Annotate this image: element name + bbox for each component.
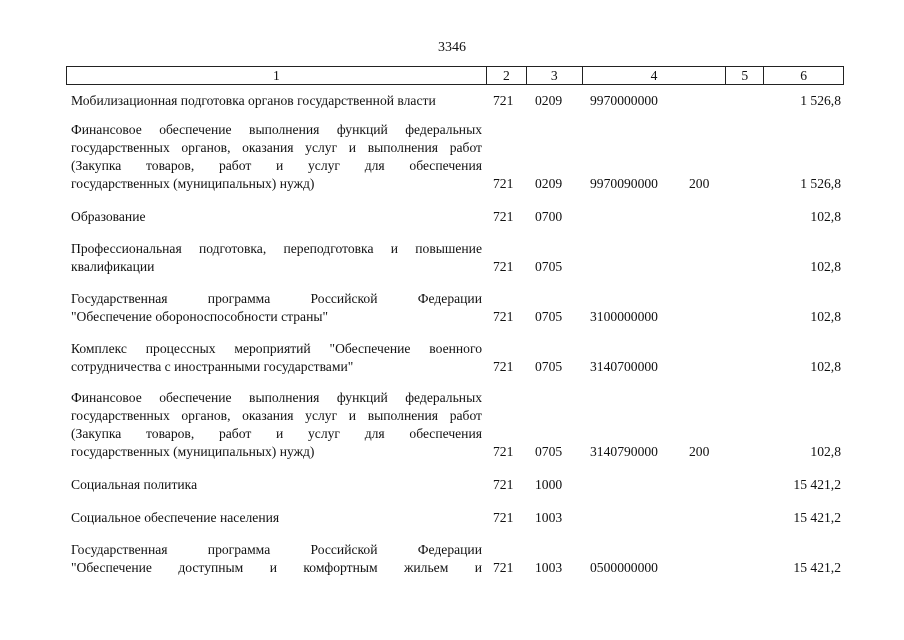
col-6-value: 102,8 (810, 359, 841, 374)
col-3-value: 1003 (535, 510, 563, 525)
header-col-6: 6 (800, 68, 807, 83)
row-name-line: Государственная программа Российской Федерации (71, 542, 482, 557)
header-col-2: 2 (487, 67, 527, 84)
col-6-value: 15 421,2 (793, 560, 841, 575)
col-5-value: 200 (689, 176, 710, 191)
col-3-value: 0705 (535, 359, 563, 374)
header-col-5: 5 (726, 67, 764, 84)
table-row (0, 121, 904, 193)
col-4-value: 0500000000 (590, 560, 658, 575)
row-name (71, 389, 482, 461)
row-name-line: сотрудничества с иностранными государствами" (71, 359, 354, 374)
row-name-line: "Обеспечение доступным и комфортным жильем и (71, 560, 482, 575)
row-name-line: "Обеспечение обороноспособности страны" (71, 309, 329, 324)
col-4-value: 3140790000 (590, 444, 658, 459)
col-6-value: 102,8 (810, 309, 841, 324)
col-3-value: 1000 (535, 477, 563, 492)
col-4-value: 3100000000 (590, 309, 658, 324)
col-2-value: 721 (493, 359, 514, 374)
table-row (0, 389, 904, 461)
table-row (0, 290, 904, 326)
col-3-value: 0209 (535, 93, 563, 108)
col-4-value: 9970090000 (590, 176, 658, 191)
col-6-value: 102,8 (810, 259, 841, 274)
table-row (0, 340, 904, 376)
row-name-line: Образование (71, 209, 146, 224)
row-name-line: государственных (муниципальных) нужд) (71, 444, 315, 459)
row-name (71, 121, 482, 193)
row-name-line: Социальное обеспечение населения (71, 510, 280, 525)
col-3-value: 1003 (535, 560, 563, 575)
row-name-line: Финансовое обеспечение выполнения функций федеральных (71, 390, 482, 405)
row-name-line: Финансовое обеспечение выполнения функций федеральных (71, 122, 482, 137)
col-6-value: 102,8 (810, 209, 841, 224)
col-3-value: 0705 (535, 309, 563, 324)
table-header (66, 66, 844, 85)
col-3-value: 0705 (535, 259, 563, 274)
table-row (0, 240, 904, 276)
header-col-3: 3 (527, 67, 583, 84)
col-3-value: 0705 (535, 444, 563, 459)
table-row (0, 476, 904, 494)
row-name-line: Социальная политика (71, 477, 198, 492)
col-2-value: 721 (493, 477, 514, 492)
row-name-line: Профессиональная подготовка, переподготовка и повышение (71, 241, 482, 256)
row-name-line: (Закупка товаров, работ и услуг для обеспечения (71, 426, 482, 441)
col-6-value: 15 421,2 (793, 477, 841, 492)
col-2-value: 721 (493, 176, 514, 191)
col-2-value: 721 (493, 309, 514, 324)
col-2-value: 721 (493, 93, 514, 108)
col-4-value: 9970000000 (590, 93, 658, 108)
row-name-line: Мобилизационная подготовка органов государственной власти (71, 93, 436, 108)
row-name-line: государственных (муниципальных) нужд) (71, 176, 315, 191)
row-name (71, 92, 482, 110)
col-3-value: 0209 (535, 176, 563, 191)
page-number: 3346 (438, 40, 466, 55)
row-name-line: (Закупка товаров, работ и услуг для обеспечения (71, 158, 482, 173)
row-name (71, 208, 482, 226)
col-2-value: 721 (493, 259, 514, 274)
col-2-value: 721 (493, 510, 514, 525)
row-name (71, 509, 482, 527)
row-name (71, 290, 482, 326)
row-name (71, 541, 482, 577)
col-6-value: 1 526,8 (800, 176, 841, 191)
col-5-value: 200 (689, 444, 710, 459)
col-2-value: 721 (493, 209, 514, 224)
header-col-4: 4 (583, 67, 727, 84)
col-2-value: 721 (493, 560, 514, 575)
row-name-line: Государственная программа Российской Федерации (71, 291, 482, 306)
row-name (71, 240, 482, 276)
row-name (71, 476, 482, 494)
table-row (0, 541, 904, 577)
header-col-1: 1 (67, 67, 487, 84)
row-name-line: государственных органов, оказания услуг и выполнения работ (71, 140, 482, 155)
col-4-value: 3140700000 (590, 359, 658, 374)
col-6-value: 1 526,8 (800, 93, 841, 108)
col-6-value: 15 421,2 (793, 510, 841, 525)
col-6-value: 102,8 (810, 444, 841, 459)
row-name-line: квалификации (71, 259, 155, 274)
row-name-line: государственных органов, оказания услуг и выполнения работ (71, 408, 482, 423)
col-2-value: 721 (493, 444, 514, 459)
col-3-value: 0700 (535, 209, 563, 224)
row-name-line: Комплекс процессных мероприятий "Обеспечение военного (71, 341, 482, 356)
table-row (0, 509, 904, 527)
row-name (71, 340, 482, 376)
table-row (0, 208, 904, 226)
table-row (0, 92, 904, 110)
